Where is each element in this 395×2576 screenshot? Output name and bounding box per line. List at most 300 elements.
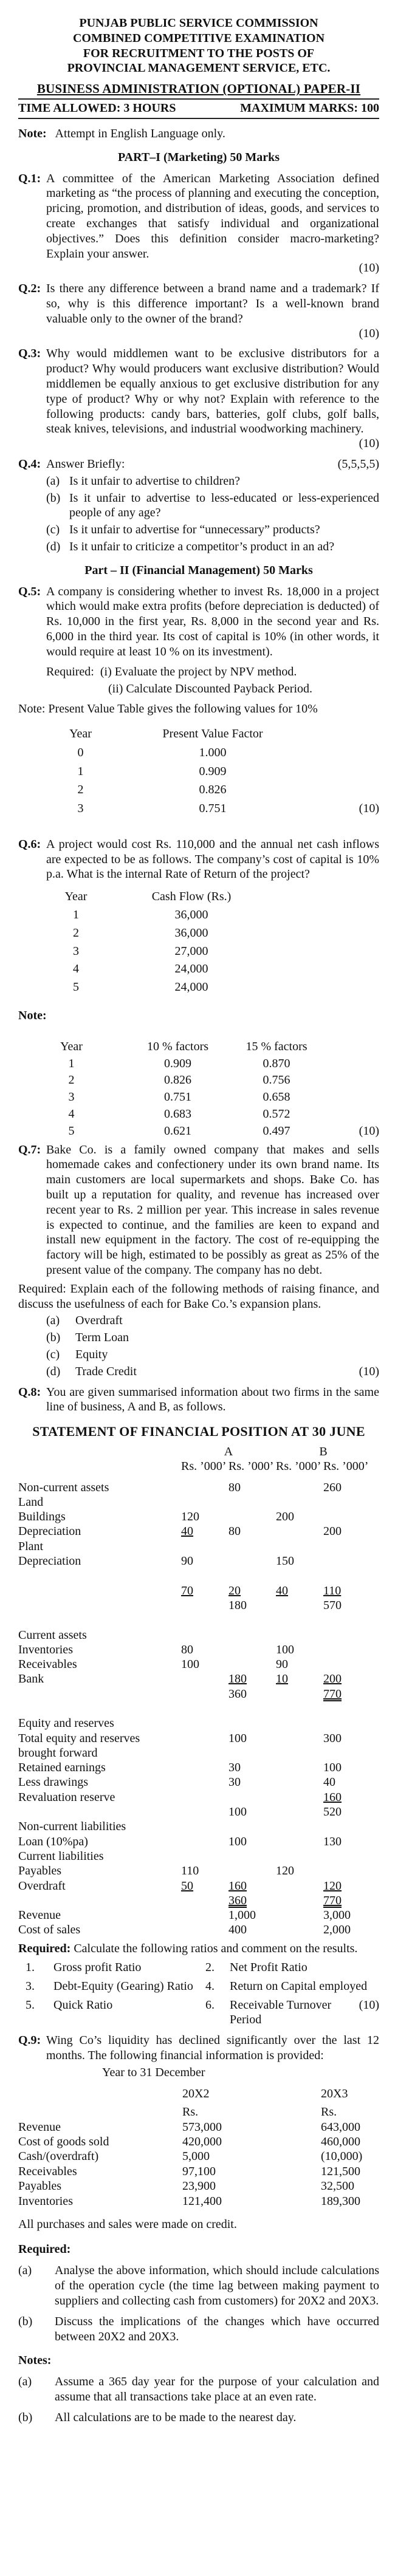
- wing-unit-row: [18, 2105, 379, 2120]
- ratio-number: 4.: [205, 1979, 215, 1993]
- cell-a1: 90: [181, 1554, 193, 1568]
- row-label: Revenue: [18, 1908, 61, 1922]
- question-2: [18, 281, 379, 341]
- pv-table-header: [18, 726, 379, 742]
- question-marks: (10): [359, 326, 379, 340]
- table-row: [18, 1090, 379, 1105]
- cell-a1: 80: [181, 1642, 193, 1656]
- ratio-name-with-marks: [230, 1998, 379, 2028]
- q7-item-c: [46, 1347, 379, 1362]
- df-header-15: 15 % factors: [246, 1039, 307, 1053]
- unit-label: Rs.: [182, 2105, 199, 2119]
- question-marks: (10): [359, 1998, 379, 2012]
- item-label: (a): [18, 2263, 32, 2277]
- table-row: [18, 1790, 379, 1805]
- row-label: Bank: [18, 1672, 44, 1686]
- table-row: [18, 1584, 379, 1598]
- row-label: Loan (10%pa): [18, 1834, 88, 1848]
- item-text: Overdraft: [75, 1314, 123, 1328]
- pv-year: 2: [77, 783, 84, 797]
- unit-label: Rs. ’000’: [323, 1460, 369, 1474]
- pv-factor: 0.826: [199, 783, 227, 797]
- question-text: A committee of the American Marketing Association defined marketing as “the process of planning and executing the conception, pricing, promotion, and distribution of ideas, goods, and services to create exchanges that satisfy individual and organizational objectives.” Does this definition consider macro-marketing? Explain your answer.: [46, 171, 379, 261]
- row-label: Inventories: [18, 2194, 73, 2208]
- question-number: Q.8:: [18, 1385, 41, 1399]
- table-row: [18, 801, 379, 816]
- wing-col-head: [18, 2086, 379, 2101]
- table-row: [18, 782, 379, 798]
- cell-b2: 160: [323, 1790, 342, 1804]
- time-allowed: TIME ALLOWED: 3 HOURS: [18, 101, 176, 115]
- question-number: Q.6:: [18, 837, 41, 851]
- cell-b2: 40: [323, 1775, 335, 1789]
- question-9: [18, 2033, 379, 2063]
- cell-a2: 100: [228, 1731, 247, 1745]
- sfp-table: [18, 1480, 379, 1938]
- question-marks: (10): [359, 261, 379, 275]
- sfp-col-heading: [18, 1444, 379, 1459]
- header-rule-top: [18, 98, 379, 100]
- q4-item-a: [46, 474, 379, 489]
- item-text: Is it unfair to criticize a competitor’s product in an ad?: [69, 539, 335, 553]
- question-number: Q.9:: [18, 2034, 41, 2048]
- value-20x2: 97,100: [182, 2164, 216, 2178]
- note-text: Attempt in English Language only.: [55, 127, 225, 141]
- df-year: 4: [68, 1107, 75, 1121]
- table-row: [18, 2120, 379, 2134]
- item-text: Equity: [75, 1348, 108, 1361]
- question-marks: (10): [359, 1364, 379, 1378]
- required-label: Required:: [46, 664, 94, 678]
- row-label: Non-current assets: [18, 1480, 109, 1494]
- unit-label: Rs. ’000’: [228, 1460, 274, 1474]
- cell-a2: 360: [228, 1893, 247, 1907]
- cell-b2: 520: [323, 1805, 342, 1819]
- item-label: (a): [46, 1314, 60, 1328]
- cell-b2: 2,000: [323, 1923, 351, 1937]
- ratio-name: Quick Ratio: [53, 1998, 113, 2012]
- df-10: 0.826: [164, 1073, 191, 1087]
- cf-cash: 36,000: [174, 926, 208, 940]
- maximum-marks: MAXIMUM MARKS: 100: [240, 101, 379, 115]
- ratio-number: 5.: [26, 1998, 35, 2012]
- table-row: [18, 2179, 379, 2194]
- table-row: [18, 1056, 379, 1071]
- item-text: Discuss the implications of the changes which have occurred between 20X2 and 20X3.: [55, 2315, 379, 2344]
- table-row: [18, 2134, 379, 2149]
- cf-cash: 36,000: [174, 908, 208, 922]
- table-row: [18, 1834, 379, 1849]
- row-label: Revenue: [18, 2120, 61, 2134]
- row-label: Less drawings: [18, 1775, 88, 1789]
- row-label: Payables: [18, 1864, 62, 1878]
- value-20x3: 189,300: [321, 2194, 360, 2208]
- question-text: Is there any difference between a brand name and a trademark? If so, why is this difference important? Is a well-known brand valuable only to the owner of the brand?: [46, 282, 379, 326]
- table-row: [18, 1731, 379, 1746]
- row-label: Payables: [18, 2179, 62, 2193]
- credit-note: All purchases and sales were made on credit.: [18, 2218, 237, 2232]
- table-row: [18, 2164, 379, 2179]
- time-marks-row: [18, 101, 379, 116]
- cell-b2: 100: [323, 1761, 342, 1775]
- q7-required: Required: Explain each of the following methods of raising finance, and discuss the usefulness of each for Bake Co.’s expansion plans.: [18, 1282, 379, 1311]
- question-marks: (10): [359, 437, 379, 451]
- cell-a2: 20: [228, 1584, 241, 1597]
- item-label: (b): [46, 491, 61, 505]
- item-text: Trade Credit: [75, 1364, 137, 1378]
- pv-year: 0: [77, 745, 84, 759]
- df-header-year: Year: [60, 1039, 83, 1053]
- table-row: [18, 1510, 379, 1525]
- table-row: [18, 1923, 379, 1938]
- ratio-name: Return on Capital employed: [230, 1979, 368, 1993]
- question-number: Q.7:: [18, 1143, 41, 1156]
- q8-required: [18, 1941, 379, 1956]
- row-label: Cost of goods sold: [18, 2134, 109, 2148]
- table-row: [18, 1820, 379, 1834]
- table-row: [18, 745, 379, 760]
- table-row: [18, 1849, 379, 1864]
- ratio-number: 1.: [26, 1961, 35, 1975]
- table-row: [18, 1672, 379, 1687]
- table-row: [18, 1569, 379, 1584]
- cell-a2: 30: [228, 1761, 241, 1775]
- cell-b2: 770: [323, 1893, 342, 1907]
- q7-item-b: [46, 1330, 379, 1345]
- item-text: Assume a 365 day year for the purpose of your calculation and assume that all transactions take place at an even rate.: [55, 2374, 379, 2403]
- part-two-title: Part – II (Financial Management) 50 Marks: [84, 563, 313, 577]
- col-20x3: 20X3: [321, 2086, 348, 2100]
- table-row: [18, 1864, 379, 1879]
- row-label: Receivables: [18, 1658, 77, 1672]
- row-label: Overdraft: [18, 1879, 66, 1893]
- cell-a1: 40: [181, 1525, 193, 1539]
- cell-b2: 200: [323, 1525, 342, 1539]
- table-row: [18, 926, 379, 941]
- cell-b1: 90: [276, 1658, 288, 1672]
- wing-table: [18, 2120, 379, 2209]
- question-text: A project would cost Rs. 110,000 and the annual net cash inflows are expected to be as follows. The company’s cost of capital is 10% p.a. What is the internal Rate of Return of the project?: [46, 837, 379, 881]
- q7-item-d: [46, 1364, 379, 1379]
- ratio-number: 2.: [205, 1961, 215, 1975]
- row-label: Land: [18, 1495, 44, 1509]
- question-number: Q.4:: [18, 457, 41, 471]
- question-4: [18, 457, 379, 472]
- pv-note: Note: Present Value Table gives the following values for 10%: [18, 702, 318, 716]
- item-label: (a): [18, 2374, 32, 2388]
- header-rule-bottom: [18, 118, 379, 119]
- df-year: 1: [68, 1056, 75, 1070]
- table-row: [18, 907, 379, 923]
- item-label: (d): [46, 1364, 61, 1378]
- cell-a1: 100: [181, 1658, 199, 1672]
- q6-note-label: Note:: [18, 1009, 47, 1023]
- cell-b2: 110: [323, 1584, 342, 1597]
- value-20x3: 32,500: [321, 2179, 354, 2193]
- table-row: [18, 2150, 379, 2164]
- cell-a2: 180: [228, 1672, 247, 1686]
- service-name: PROVINCIAL MANAGEMENT SERVICE, ETC.: [67, 61, 331, 75]
- value-20x3: 460,000: [321, 2134, 360, 2148]
- unit-label: Rs. ’000’: [276, 1460, 321, 1474]
- pv-factor: 0.751: [199, 802, 227, 816]
- table-row: [18, 1539, 379, 1554]
- df-15: 0.756: [263, 1073, 290, 1087]
- table-row: [18, 1642, 379, 1657]
- ratio-number: 6.: [205, 1998, 215, 2012]
- q7-item-a: [46, 1313, 379, 1328]
- question-7: [18, 1143, 379, 1278]
- question-5: [18, 584, 379, 660]
- value-20x2: 573,000: [182, 2120, 222, 2134]
- cell-a2: 400: [228, 1923, 247, 1937]
- ratio-list: [18, 1960, 379, 2028]
- df-10: 0.909: [164, 1056, 191, 1070]
- row-label: Retained earnings: [18, 1761, 106, 1775]
- cell-a1: 110: [181, 1864, 199, 1878]
- value-20x3: 643,000: [321, 2120, 360, 2134]
- cf-year: 2: [73, 926, 79, 940]
- cell-a2: 180: [228, 1598, 247, 1612]
- q9-note-b: [18, 2410, 379, 2425]
- q9-note-a: [18, 2374, 379, 2405]
- table-row: [18, 1805, 379, 1820]
- ratio-name: Gross profit Ratio: [53, 1961, 142, 1975]
- firm-b-heading: B: [319, 1444, 328, 1458]
- table-row: [18, 1893, 379, 1908]
- question-marks: (5,5,5,5): [337, 457, 379, 471]
- question-marks: (10): [359, 1124, 379, 1138]
- question-text: Bake Co. is a family owned company that makes and sells homemade cakes and confectionery under its own brand name. Its main customers are local supermarkets and shops. Bake Co. has built up a reputation for quality, and revenue has increased over recent year to Rs. 2 million per year. This increase in sales revenue is expected to continue, and the families are keen to expand and install new equipment in the factory. The cost of re-equipping the factory will be high, estimated to be possibly as great as 25% of the present value of the company. The company has no debt.: [46, 1143, 379, 1277]
- col-20x2: 20X2: [182, 2086, 210, 2100]
- question-number: Q.5:: [18, 584, 41, 598]
- item-label: (b): [18, 2411, 33, 2425]
- q4-item-d: [46, 539, 379, 555]
- value-20x3: (10,000): [321, 2150, 363, 2164]
- row-label: Inventories: [18, 1642, 73, 1656]
- item-text: All calculations are to be made to the nearest day.: [55, 2411, 297, 2425]
- table-row: [18, 1124, 379, 1139]
- table-row: [18, 1761, 379, 1775]
- ratio-name: Receivable Turnover Period: [230, 1998, 332, 2027]
- cell-b2: 770: [323, 1687, 342, 1701]
- cf-cash: 24,000: [174, 980, 208, 994]
- question-text: Wing Co’s liquidity has declined significantly over the last 12 months. The following financial information is provided:: [46, 2034, 379, 2063]
- question-text: You are given summarised information about two firms in the same line of business, A and B, as follows.: [46, 1385, 379, 1414]
- question-1: [18, 171, 379, 276]
- df-10: 0.621: [164, 1124, 191, 1138]
- q9-req-a: [18, 2263, 379, 2308]
- pv-factor: 0.909: [199, 764, 227, 778]
- cell-b2: 300: [323, 1731, 342, 1745]
- required-item-2: (ii) Calculate Discounted Payback Period.: [108, 682, 313, 696]
- item-label: (b): [46, 1331, 61, 1345]
- question-number: Q.2:: [18, 282, 41, 296]
- cell-b2: 570: [323, 1598, 342, 1612]
- question-text: Why would middlemen want to be exclusive distributors for a product? Why would producers want exclusive distribution? Would middlemen be equally anxious to get exclusive distribution for any type of product? Why or why not? Explain with reference to the following products: candy bars, batteries, golf clubs, golf balls, steak knives, televisions, and industrial woodworking machinery.: [46, 347, 379, 436]
- item-label: (b): [18, 2315, 33, 2329]
- cell-b1: 120: [276, 1864, 294, 1878]
- item-text: Term Loan: [75, 1331, 129, 1345]
- cf-cash: 27,000: [174, 944, 208, 958]
- row-label: Revaluation reserve: [18, 1790, 115, 1804]
- df-15: 0.870: [263, 1056, 290, 1070]
- cell-b2: 260: [323, 1480, 342, 1494]
- discount-factor-header: [18, 1039, 379, 1054]
- cell-a2: 80: [228, 1480, 241, 1494]
- row-label: Non-current liabilities: [18, 1820, 126, 1834]
- df-10: 0.683: [164, 1107, 191, 1121]
- cf-header-cash: Cash Flow (Rs.): [151, 890, 232, 904]
- cf-year: 5: [73, 980, 79, 994]
- q4-item-c: [46, 522, 379, 538]
- ratio-name: Debt-Equity (Gearing) Ratio: [53, 1979, 193, 1993]
- question-number: Q.1:: [18, 171, 41, 185]
- pv-factor: 1.000: [199, 745, 227, 759]
- row-label: brought forward: [18, 1746, 98, 1760]
- question-3: [18, 346, 379, 451]
- item-text: Is it unfair to advertise to children?: [69, 474, 241, 488]
- value-20x3: 121,500: [321, 2164, 360, 2178]
- ratio-number: 3.: [26, 1979, 35, 1993]
- df-10: 0.751: [164, 1090, 191, 1104]
- df-header-10: 10 % factors: [146, 1039, 209, 1053]
- question-marks: (10): [359, 802, 379, 816]
- row-label: Plant: [18, 1539, 44, 1553]
- table-row: [18, 1598, 379, 1613]
- recruitment-line: FOR RECRUITMENT TO THE POSTS OF: [83, 46, 315, 60]
- row-label: Equity and reserves: [18, 1717, 114, 1730]
- unit-label: Rs. ’000’: [181, 1460, 227, 1474]
- question-6: [18, 837, 379, 882]
- table-row: [18, 1717, 379, 1731]
- exam-name: COMBINED COMPETITIVE EXAMINATION: [72, 31, 325, 45]
- pv-year: 1: [77, 764, 84, 778]
- cf-year: 3: [73, 944, 79, 958]
- cell-a2: 360: [228, 1687, 247, 1701]
- row-label: Cost of sales: [18, 1923, 81, 1937]
- note-label: Note:: [18, 127, 47, 141]
- table-row: [18, 2194, 379, 2209]
- table-row: [18, 1073, 379, 1088]
- paper-title: BUSINESS ADMINISTRATION (OPTIONAL) PAPER-II: [36, 81, 361, 97]
- cell-b1: 40: [276, 1584, 288, 1597]
- pv-header-factor: Present Value Factor: [162, 726, 263, 740]
- row-label: Current assets: [18, 1628, 87, 1642]
- value-20x2: 5,000: [182, 2150, 210, 2164]
- cell-a2: 1,000: [228, 1908, 256, 1922]
- cell-b1: 200: [276, 1510, 294, 1524]
- cell-a1: 120: [181, 1510, 199, 1524]
- table-row: [18, 764, 379, 779]
- row-label: Buildings: [18, 1510, 66, 1524]
- value-20x2: 420,000: [182, 2134, 222, 2148]
- table-row: [18, 1687, 379, 1701]
- row-label: Depreciation: [18, 1525, 81, 1539]
- table-row: [18, 962, 379, 977]
- df-15: 0.497: [263, 1124, 290, 1138]
- item-label: (c): [46, 1348, 60, 1361]
- row-label: Cash/(overdraft): [18, 2150, 99, 2164]
- question-text: Answer Briefly:: [46, 457, 125, 471]
- q4-item-b: [46, 491, 379, 521]
- pv-header-year: Year: [69, 726, 92, 740]
- table-row: [18, 1525, 379, 1539]
- table-row: [18, 1554, 379, 1569]
- required-text: Calculate the following ratios and comment on the results.: [74, 1942, 358, 1956]
- required-label: Required:: [18, 1942, 71, 1956]
- cell-a2: 80: [228, 1525, 241, 1539]
- table-row: [18, 1702, 379, 1717]
- firm-a-heading: A: [224, 1444, 233, 1458]
- table-row: [18, 980, 379, 995]
- question-8: [18, 1385, 379, 1415]
- question-text: A company is considering whether to invest Rs. 18,000 in a project which would make extra profits (before depreciation is deducted) of Rs. 10,000 in the first year, Rs. 8,000 in the second year and Rs. 6,000 in the third year. Its cost of capital is 10% (in other words, it would require at least 10 % on its investment).: [46, 584, 379, 658]
- cell-b2: 130: [323, 1834, 342, 1848]
- table-row: [18, 1480, 379, 1495]
- statement-title: STATEMENT OF FINANCIAL POSITION AT 30 JUNE: [32, 1424, 365, 1440]
- df-year: 2: [68, 1073, 75, 1087]
- q5-required: [46, 664, 379, 680]
- cell-b2: 120: [323, 1879, 342, 1893]
- sfp-unit-row: [18, 1460, 379, 1474]
- item-label: (a): [46, 474, 60, 488]
- table-row: [18, 1628, 379, 1642]
- cell-a1: 70: [181, 1584, 193, 1597]
- cf-year: 1: [73, 908, 79, 922]
- question-number: Q.3:: [18, 347, 41, 361]
- cf-cash: 24,000: [174, 962, 208, 976]
- cf-header-year: Year: [64, 890, 88, 904]
- table-row: [18, 1908, 379, 1923]
- q9-required-label: Required:: [18, 2243, 71, 2257]
- q9-req-b: [18, 2314, 379, 2345]
- item-text: Analyse the above information, which should include calculations of the operation cycle (the time lag between making payment to suppliers and collecting cash from customers) for 20X2 and 20X3.: [55, 2263, 379, 2308]
- cell-b1: 100: [276, 1642, 294, 1656]
- q9-notes-label: Notes:: [18, 2353, 52, 2367]
- table-row: [18, 1495, 379, 1509]
- cell-a1: 50: [181, 1879, 193, 1893]
- item-text: Is it unfair to advertise to less-educated or less-experienced people of any age?: [69, 491, 379, 520]
- table-row: [18, 1658, 379, 1672]
- cell-b2: 200: [323, 1672, 342, 1686]
- commission-name: PUNJAB PUBLIC SERVICE COMMISSION: [79, 16, 318, 30]
- cell-a2: 100: [228, 1805, 247, 1819]
- cashflow-header: [18, 889, 379, 904]
- pv-year: 3: [77, 802, 84, 816]
- item-label: (c): [46, 523, 60, 537]
- item-label: (d): [46, 539, 61, 553]
- df-year: 5: [68, 1124, 75, 1138]
- cell-b1: 10: [276, 1672, 288, 1686]
- required-item-1: (i) Evaluate the project by NPV method.: [100, 664, 297, 678]
- cell-a2: 30: [228, 1775, 241, 1789]
- row-label: Depreciation: [18, 1554, 81, 1568]
- cell-b2: 3,000: [323, 1908, 351, 1922]
- header-block: [18, 16, 379, 97]
- part-one-title: PART–I (Marketing) 50 Marks: [117, 150, 280, 164]
- table-row: [18, 1775, 379, 1790]
- unit-label: Rs.: [321, 2105, 337, 2119]
- table-row: [18, 1746, 379, 1760]
- table-row: [18, 1613, 379, 1628]
- value-20x2: 23,900: [182, 2179, 216, 2193]
- table-row: [18, 1879, 379, 1893]
- item-text: Is it unfair to advertise for “unnecessary” products?: [69, 523, 320, 537]
- row-label: Receivables: [18, 2164, 77, 2178]
- wing-year-head: [18, 2066, 379, 2080]
- row-label: Current liabilities: [18, 1849, 104, 1863]
